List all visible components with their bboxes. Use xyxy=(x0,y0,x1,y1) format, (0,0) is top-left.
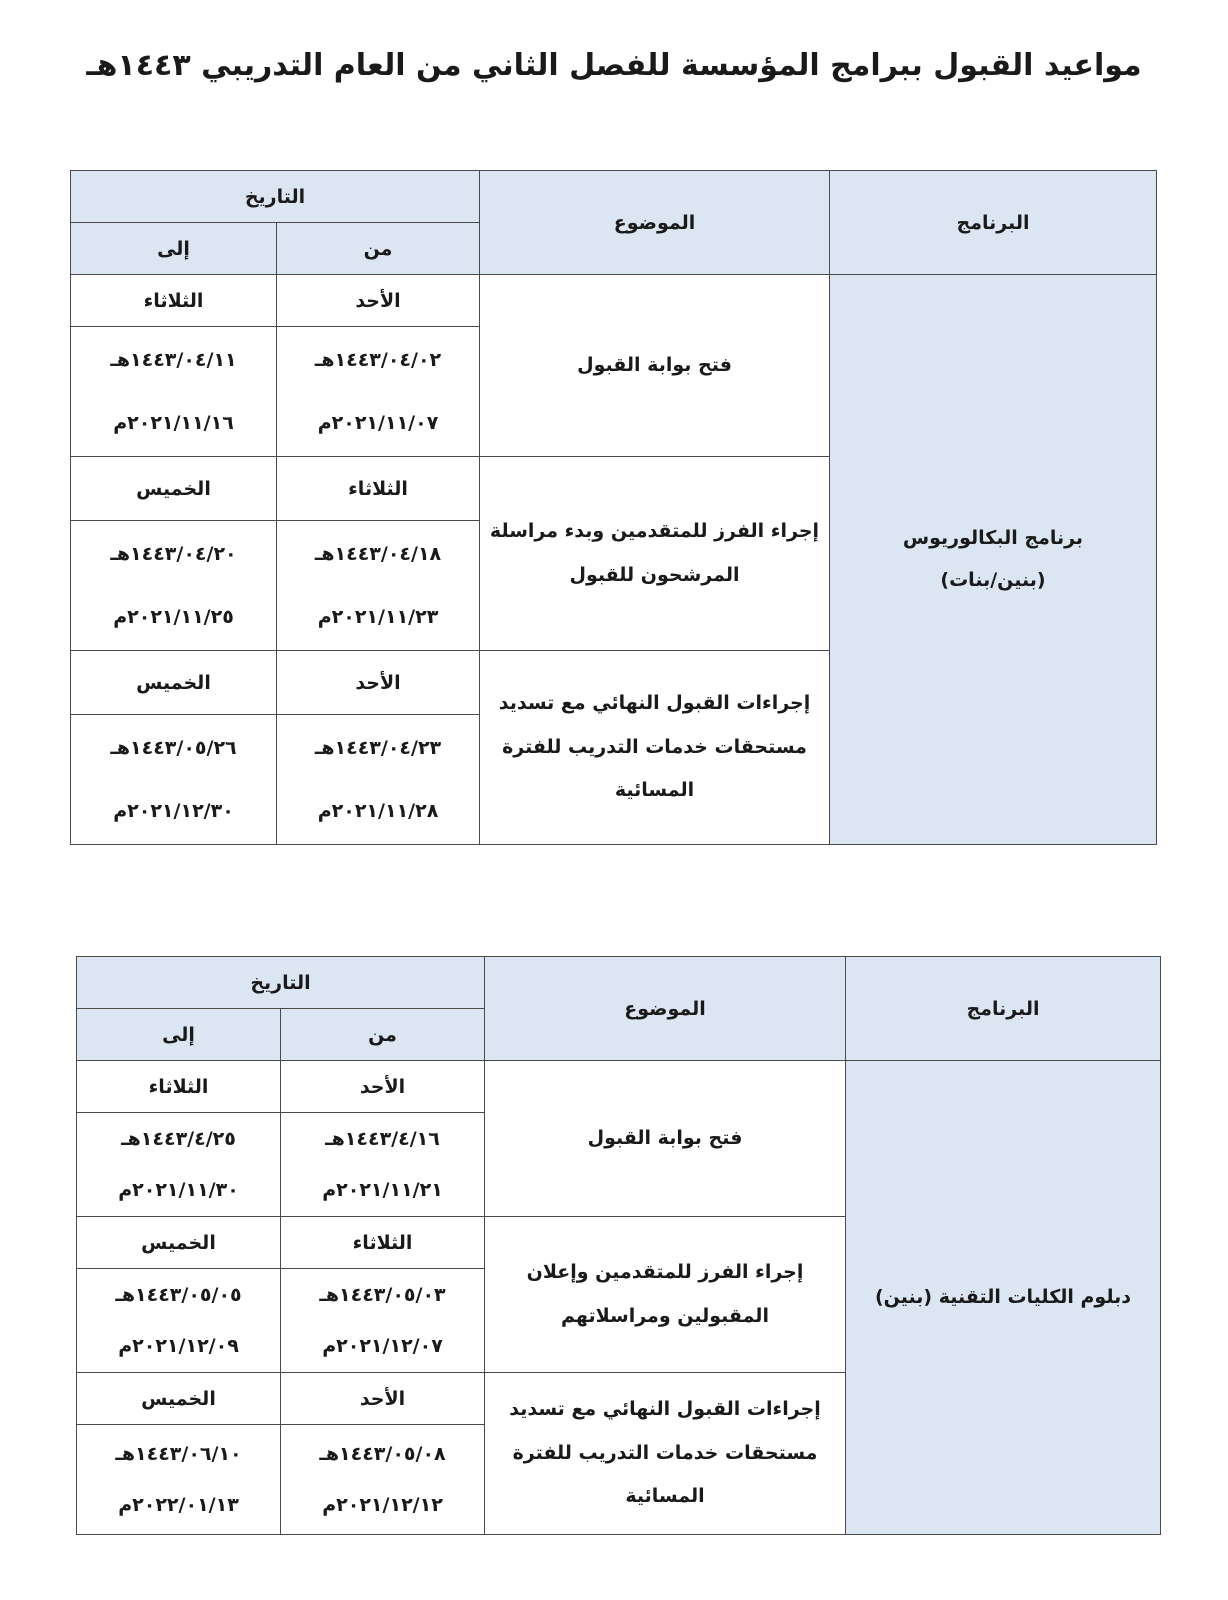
program-name: برنامج البكالوريوس xyxy=(902,526,1084,549)
program-cell: دبلوم الكليات التقنية (بنين) xyxy=(846,1061,1161,1535)
from-date xyxy=(277,715,480,845)
from-hijri: ١٤٤٣/٠٤/٢٣هـ xyxy=(314,736,442,759)
to-date xyxy=(71,521,277,651)
from-hijri: ١٤٤٣/٠٥/٠٨هـ xyxy=(319,1442,446,1465)
from-greg: ٢٠٢١/١١/٢١م xyxy=(322,1178,443,1201)
from-day: الأحد xyxy=(277,651,480,715)
from-date xyxy=(281,1425,485,1535)
admission-schedule-table-diploma xyxy=(76,956,1161,1535)
from-greg: ٢٠٢١/١٢/٠٧م xyxy=(322,1334,443,1357)
to-greg: ٢٠٢١/١١/٣٠م xyxy=(118,1178,239,1201)
from-greg: ٢٠٢١/١١/٢٨م xyxy=(317,799,439,822)
page-title: مواعيد القبول ببرامج المؤسسة للفصل الثاني من العام التدريبي ١٤٤٣هـ xyxy=(86,48,1142,83)
from-hijri: ١٤٤٣/٠٥/٠٣هـ xyxy=(319,1283,446,1306)
to-date xyxy=(77,1425,281,1535)
from-greg: ٢٠٢١/١١/٢٣م xyxy=(317,605,439,628)
to-date xyxy=(77,1113,281,1217)
from-day: الأحد xyxy=(277,275,480,327)
from-hijri: ١٤٤٣/٤/١٦هـ xyxy=(325,1127,440,1150)
subject-cell: إجراء الفرز للمتقدمين وبدء مراسلة المرشحون للقبول xyxy=(480,457,830,651)
from-day: الثلاثاء xyxy=(277,457,480,521)
to-date xyxy=(77,1269,281,1373)
to-day: الثلاثاء xyxy=(77,1061,281,1113)
to-greg: ٢٠٢١/١١/٢٥م xyxy=(113,605,234,628)
from-hijri: ١٤٤٣/٠٤/١٨هـ xyxy=(314,542,442,565)
subject-cell: فتح بوابة القبول xyxy=(485,1061,846,1217)
to-hijri: ١٤٤٣/٠٤/٢٠هـ xyxy=(110,542,237,565)
from-day: الثلاثاء xyxy=(281,1217,485,1269)
from-day: الأحد xyxy=(281,1373,485,1425)
to-day: الخميس xyxy=(77,1217,281,1269)
to-hijri: ١٤٤٣/٠٥/٠٥هـ xyxy=(115,1283,242,1306)
header-date: التاريخ xyxy=(77,957,485,1009)
to-date xyxy=(71,327,277,457)
header-to: إلى xyxy=(71,223,277,275)
subject-cell: إجراء الفرز للمتقدمين وإعلان المقبولين ومراسلاتهم xyxy=(485,1217,846,1373)
from-day: الأحد xyxy=(281,1061,485,1113)
header-from: من xyxy=(277,223,480,275)
to-hijri: ١٤٤٣/٠٦/١٠هـ xyxy=(115,1442,242,1465)
admission-schedule-table-bachelor xyxy=(70,170,1157,845)
program-gender: (بنين/بنات) xyxy=(940,568,1046,591)
from-greg: ٢٠٢١/١١/٠٧م xyxy=(317,411,439,434)
from-date xyxy=(281,1269,485,1373)
header-subject: الموضوع xyxy=(485,957,846,1061)
to-hijri: ١٤٤٣/٠٥/٢٦هـ xyxy=(110,736,237,759)
from-date xyxy=(281,1113,485,1217)
to-day: الخميس xyxy=(71,457,277,521)
to-hijri: ١٤٤٣/٤/٢٥هـ xyxy=(121,1127,236,1150)
to-day: الخميس xyxy=(71,651,277,715)
to-day: الثلاثاء xyxy=(71,275,277,327)
subject-cell: إجراءات القبول النهائي مع تسديد مستحقات خدمات التدريب للفترة المسائية xyxy=(480,651,830,845)
from-greg: ٢٠٢١/١٢/١٢م xyxy=(322,1493,443,1516)
to-greg: ٢٠٢١/١٢/٠٩م xyxy=(118,1334,239,1357)
to-day: الخميس xyxy=(77,1373,281,1425)
subject-cell: فتح بوابة القبول xyxy=(480,275,830,457)
header-program: البرنامج xyxy=(830,171,1157,275)
header-date: التاريخ xyxy=(71,171,480,223)
from-date xyxy=(277,521,480,651)
subject-cell: إجراءات القبول النهائي مع تسديد مستحقات خدمات التدريب للفترة المسائية xyxy=(485,1373,846,1535)
from-hijri: ١٤٤٣/٠٤/٠٢هـ xyxy=(314,348,442,371)
to-greg: ٢٠٢١/١٢/٣٠م xyxy=(113,799,234,822)
header-subject: الموضوع xyxy=(480,171,830,275)
to-greg: ٢٠٢١/١١/١٦م xyxy=(113,411,234,434)
program-cell xyxy=(830,275,1157,845)
from-date xyxy=(277,327,480,457)
header-to: إلى xyxy=(77,1009,281,1061)
to-greg: ٢٠٢٢/٠١/١٣م xyxy=(118,1493,239,1516)
to-hijri: ١٤٤٣/٠٤/١١هـ xyxy=(110,348,237,371)
to-date xyxy=(71,715,277,845)
header-from: من xyxy=(281,1009,485,1061)
header-program: البرنامج xyxy=(846,957,1161,1061)
